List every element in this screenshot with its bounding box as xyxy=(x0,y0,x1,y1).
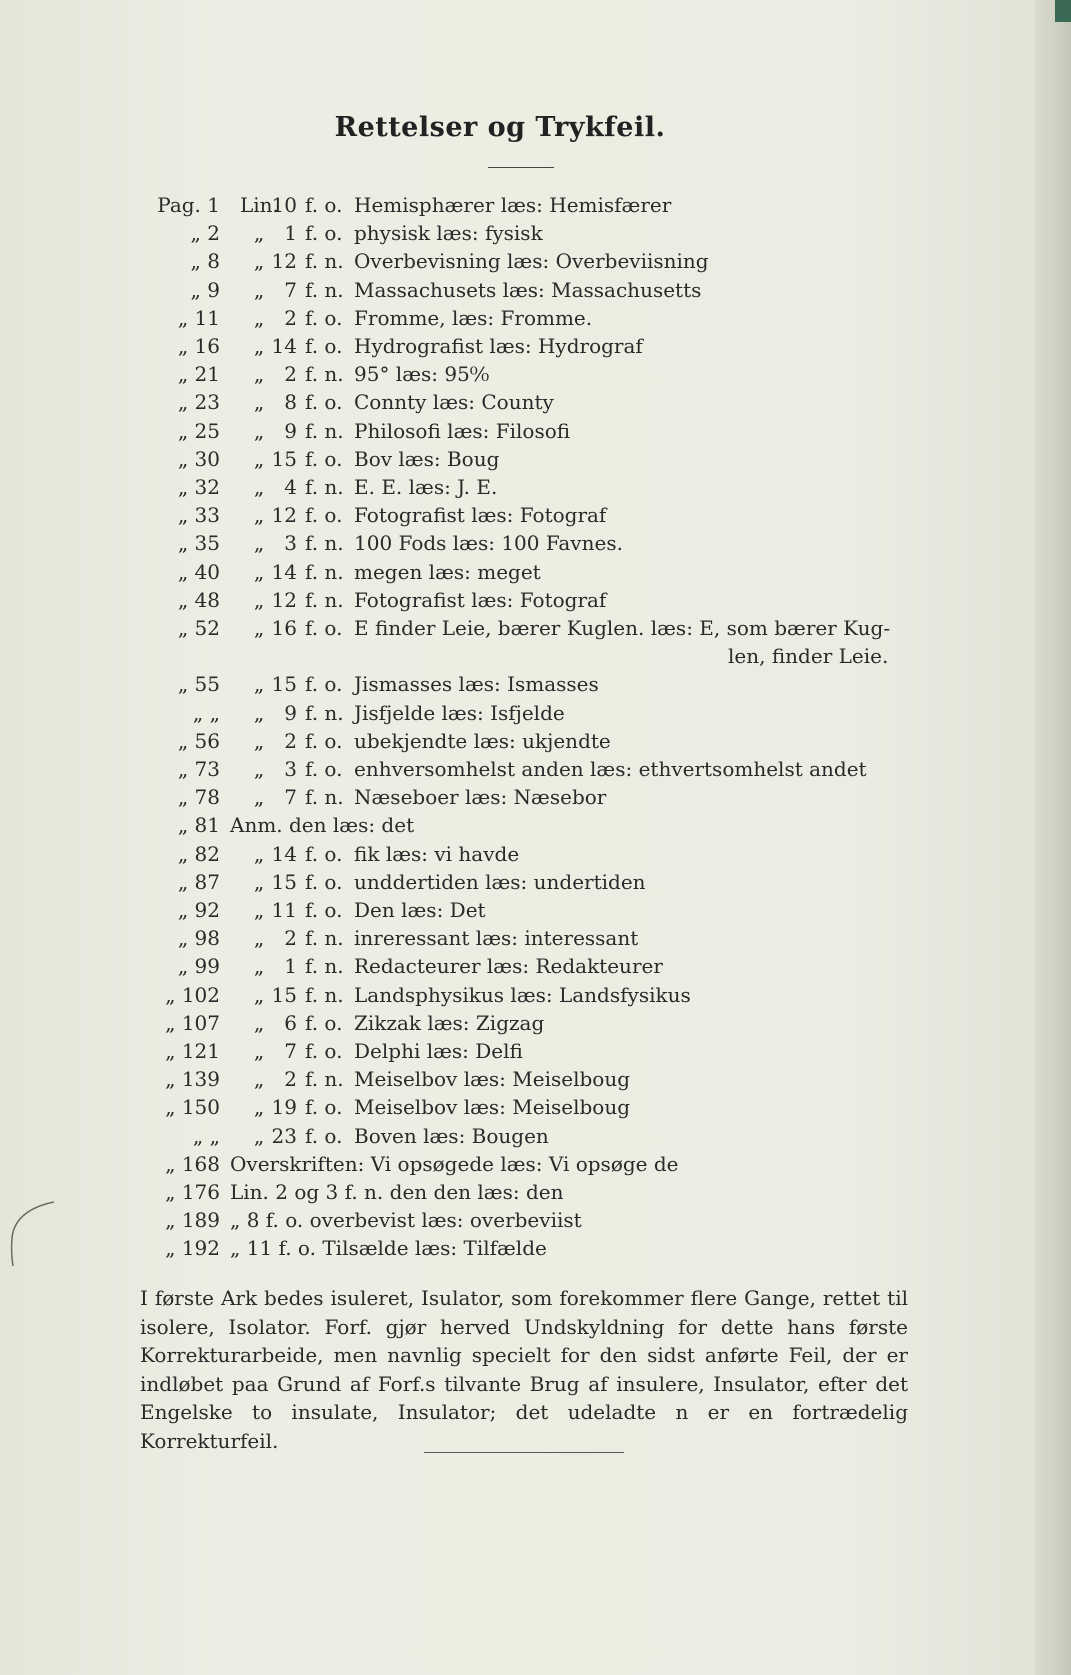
errata-row xyxy=(0,360,1000,388)
errata-text: Landsphysikus læs: Landsfysikus xyxy=(354,982,691,1007)
errata-line-number: 3 xyxy=(284,757,297,781)
page-title: Rettelser og Trykfeil. xyxy=(334,112,666,143)
errata-row xyxy=(0,642,1000,670)
errata-line-number: 23 xyxy=(271,1123,297,1148)
errata-text: Hemisphærer læs: Hemisfærer xyxy=(354,193,672,217)
errata-line-label: „ xyxy=(253,1010,265,1035)
errata-text: Redacteurer læs: Redakteurer xyxy=(354,954,663,979)
errata-line-reference: f. o. xyxy=(305,672,343,697)
errata-continuation: len, finder Leie. xyxy=(728,644,889,669)
errata-page: „ 78 xyxy=(177,785,220,810)
errata-text: Den læs: Det xyxy=(354,898,486,922)
errata-row xyxy=(0,388,1000,416)
errata-text: 95° læs: 95⁰⁄₀ xyxy=(354,362,490,387)
errata-line-label: „ xyxy=(253,700,265,725)
errata-page: „ 52 xyxy=(177,616,220,640)
errata-text: Fotografist læs: Fotograf xyxy=(354,587,607,612)
errata-page: „ 35 xyxy=(177,531,220,556)
errata-line-label: „ xyxy=(253,869,265,894)
errata-page: „ 99 xyxy=(177,954,220,979)
errata-row xyxy=(0,1206,1000,1234)
errata-line-label: „ xyxy=(253,362,265,387)
binding-corner xyxy=(1055,0,1071,22)
errata-line-number: 11 xyxy=(271,898,297,922)
errata-page: „ 87 xyxy=(177,869,220,894)
errata-page: Pag. 1 xyxy=(157,193,220,217)
errata-line-reference: f. o. xyxy=(305,757,343,781)
errata-line-number: 12 xyxy=(271,587,297,612)
errata-line-reference: f. n. xyxy=(305,418,344,443)
errata-text: megen læs: meget xyxy=(354,559,541,584)
errata-line-label: „ xyxy=(253,1039,265,1063)
errata-page: „ 121 xyxy=(165,1039,220,1063)
errata-text: Meiselbov læs: Meiselboug xyxy=(354,1067,630,1092)
title-divider xyxy=(488,167,554,168)
errata-text: „ 11 f. o. Tilsælde læs: Tilfælde xyxy=(230,1236,547,1261)
errata-line-label: „ xyxy=(253,982,265,1007)
errata-row xyxy=(0,840,1000,868)
errata-line-number: 15 xyxy=(271,446,297,471)
closing-divider xyxy=(424,1452,624,1453)
errata-line-reference: f. o. xyxy=(305,446,343,471)
errata-row xyxy=(0,811,1000,839)
errata-line-reference: f. o. xyxy=(305,193,343,217)
errata-line-reference: f. n. xyxy=(305,1067,344,1092)
errata-line-label: Lin. xyxy=(240,193,279,217)
errata-line-number: 7 xyxy=(284,785,297,810)
errata-line-label: „ xyxy=(253,446,265,471)
errata-page: „ 8 xyxy=(190,249,220,274)
errata-line-number: 12 xyxy=(271,503,297,528)
errata-page: „ 176 xyxy=(165,1180,220,1204)
errata-row xyxy=(0,276,1000,304)
errata-row xyxy=(0,783,1000,811)
page-edge-shadow xyxy=(1035,0,1071,1675)
errata-text: physisk læs: fysisk xyxy=(354,221,543,246)
errata-page: „ 48 xyxy=(177,587,220,612)
errata-line-reference: f. o. xyxy=(305,898,343,922)
errata-line-reference: f. o. xyxy=(305,503,343,528)
errata-page: „ 32 xyxy=(177,475,220,499)
errata-text: Jismasses læs: Ismasses xyxy=(354,672,599,697)
errata-page: „ „ xyxy=(192,1123,220,1148)
errata-page: „ 150 xyxy=(165,1095,220,1120)
errata-line-number: 16 xyxy=(271,616,297,640)
errata-text: unddertiden læs: undertiden xyxy=(354,869,646,894)
errata-line-label: „ xyxy=(253,785,265,810)
errata-line-number: 2 xyxy=(284,926,297,951)
errata-row xyxy=(0,1009,1000,1037)
errata-line-label: „ xyxy=(253,587,265,612)
errata-page: „ 98 xyxy=(177,926,220,951)
errata-line-reference: f. n. xyxy=(305,587,344,612)
errata-row xyxy=(0,755,1000,783)
errata-page: „ 11 xyxy=(177,305,220,330)
errata-row xyxy=(0,445,1000,473)
errata-text: enhversomhelst anden læs: ethvertsomhelst andet xyxy=(354,757,867,781)
errata-page: „ 168 xyxy=(165,1151,220,1176)
errata-line-number: 9 xyxy=(284,700,297,725)
errata-line-number: 6 xyxy=(284,1010,297,1035)
pencil-mark xyxy=(4,1198,60,1268)
errata-line-number: 7 xyxy=(284,1039,297,1063)
errata-page: „ 40 xyxy=(177,559,220,584)
errata-row xyxy=(0,981,1000,1009)
errata-line-number: 1 xyxy=(284,954,297,979)
errata-row xyxy=(0,952,1000,980)
errata-line-number: 14 xyxy=(271,559,297,584)
errata-line-label: „ xyxy=(253,559,265,584)
errata-text: inreressant læs: interessant xyxy=(354,926,639,951)
errata-text: 100 Fods læs: 100 Favnes. xyxy=(354,531,623,556)
errata-line-reference: f. o. xyxy=(305,1010,343,1035)
errata-row xyxy=(0,586,1000,614)
errata-row xyxy=(0,558,1000,586)
errata-page: „ 33 xyxy=(177,503,220,528)
errata-line-reference: f. n. xyxy=(305,531,344,556)
errata-line-reference: f. n. xyxy=(305,926,344,951)
errata-text: Philosofi læs: Filosofi xyxy=(354,418,571,443)
errata-line-label: „ xyxy=(253,616,265,640)
errata-line-reference: f. n. xyxy=(305,277,344,302)
errata-text: Massachusets læs: Massachusetts xyxy=(354,277,702,302)
errata-text: Jisfjelde læs: Isfjelde xyxy=(354,700,565,725)
errata-line-reference: f. n. xyxy=(305,954,344,979)
errata-text: Bov læs: Boug xyxy=(354,446,500,471)
errata-line-number: 15 xyxy=(271,869,297,894)
errata-line-label: „ xyxy=(253,728,265,753)
errata-line-label: „ xyxy=(253,757,265,781)
errata-line-reference: f. n. xyxy=(305,362,344,387)
errata-page: „ 82 xyxy=(177,841,220,866)
errata-text: Boven læs: Bougen xyxy=(354,1123,549,1148)
errata-page: „ 2 xyxy=(190,221,220,246)
errata-line-label: „ xyxy=(253,334,265,358)
errata-line-label: „ xyxy=(253,475,265,499)
errata-page: „ 73 xyxy=(177,757,220,781)
errata-line-reference: f. n. xyxy=(305,475,344,499)
errata-line-number: 1 xyxy=(284,221,297,246)
errata-text: Næseboer læs: Næsebor xyxy=(354,785,607,810)
errata-line-label: „ xyxy=(253,898,265,922)
errata-text: fik læs: vi havde xyxy=(354,841,520,866)
errata-row xyxy=(0,417,1000,445)
errata-row xyxy=(0,247,1000,275)
errata-line-number: 14 xyxy=(271,334,297,358)
errata-row xyxy=(0,1037,1000,1065)
errata-text: Zikzak læs: Zigzag xyxy=(354,1010,545,1035)
errata-page: „ 92 xyxy=(177,898,220,922)
errata-line-number: 2 xyxy=(284,1067,297,1092)
errata-line-number: 12 xyxy=(271,249,297,274)
errata-line-label: „ xyxy=(253,305,265,330)
closing-note: I første Ark bedes isuleret, Isulator, som forekommer flere Gange, rettet til isolere, Isolator. Forf. gjør herved Undskyldning for dette hans første Korrekturarbeide, men navnlig specielt for den sidst anførte Feil, der er indløbet paa Grund af Forf.s tilvante Brug af insulere, Insulator, efter det Engelske to insulate, Insulator; det udeladte n er en fortrædelig Korrekturfeil. xyxy=(140,1286,908,1453)
errata-line-reference: f. o. xyxy=(305,728,343,753)
errata-line-reference: f. o. xyxy=(305,1095,343,1120)
errata-page: „ 30 xyxy=(177,446,220,471)
errata-page: „ 192 xyxy=(165,1236,220,1261)
errata-text: Fromme, læs: Fromme. xyxy=(354,305,593,330)
errata-page: „ 16 xyxy=(177,334,220,358)
errata-row xyxy=(0,191,1000,219)
errata-line-reference: f. n. xyxy=(305,249,344,274)
errata-row xyxy=(0,304,1000,332)
errata-line-reference: f. o. xyxy=(305,334,343,358)
errata-line-reference: f. n. xyxy=(305,559,344,584)
errata-line-reference: f. o. xyxy=(305,841,343,866)
errata-page: „ 9 xyxy=(190,277,220,302)
errata-line-label: „ xyxy=(253,418,265,443)
errata-row xyxy=(0,1150,1000,1178)
errata-line-number: 10 xyxy=(271,193,297,217)
errata-line-number: 15 xyxy=(271,982,297,1007)
errata-page: „ 23 xyxy=(177,390,220,415)
errata-text: „ 8 f. o. overbevist læs: overbeviist xyxy=(230,1208,582,1233)
errata-line-label: „ xyxy=(253,1123,265,1148)
errata-text: Delphi læs: Delfi xyxy=(354,1039,523,1063)
errata-row xyxy=(0,1065,1000,1093)
errata-row xyxy=(0,699,1000,727)
errata-row xyxy=(0,332,1000,360)
errata-row xyxy=(0,1122,1000,1150)
errata-row xyxy=(0,727,1000,755)
errata-line-reference: f. o. xyxy=(305,390,343,415)
errata-line-label: „ xyxy=(253,249,265,274)
errata-page: „ 107 xyxy=(165,1010,220,1035)
errata-row xyxy=(0,501,1000,529)
errata-line-reference: f. n. xyxy=(305,982,344,1007)
errata-text: Anm. den læs: det xyxy=(230,813,415,838)
errata-line-reference: f. o. xyxy=(305,305,343,330)
errata-row xyxy=(0,473,1000,501)
errata-row xyxy=(0,1178,1000,1206)
errata-text: ubekjendte læs: ukjendte xyxy=(354,728,611,753)
errata-row xyxy=(0,896,1000,924)
errata-page: „ 81 xyxy=(177,813,220,838)
errata-line-label: „ xyxy=(253,221,265,246)
errata-row xyxy=(0,219,1000,247)
errata-line-label: „ xyxy=(253,531,265,556)
errata-line-label: „ xyxy=(253,954,265,979)
errata-text: Fotografist læs: Fotograf xyxy=(354,503,607,528)
errata-line-number: 7 xyxy=(284,277,297,302)
errata-page: „ 21 xyxy=(177,362,220,387)
errata-page: „ 139 xyxy=(165,1067,220,1092)
errata-line-label: „ xyxy=(253,1067,265,1092)
errata-line-reference: f. o. xyxy=(305,869,343,894)
errata-text: E finder Leie, bærer Kuglen. læs: E, som bærer Kug- xyxy=(354,616,891,640)
errata-line-label: „ xyxy=(253,277,265,302)
errata-line-label: „ xyxy=(253,841,265,866)
errata-row xyxy=(0,1093,1000,1121)
errata-page: „ 25 xyxy=(177,418,220,443)
errata-line-label: „ xyxy=(253,1095,265,1120)
errata-text: Overskriften: Vi opsøgede læs: Vi opsøge de xyxy=(230,1151,679,1176)
errata-line-number: 2 xyxy=(284,362,297,387)
errata-line-number: 3 xyxy=(284,531,297,556)
errata-page: „ 56 xyxy=(177,728,220,753)
errata-page: „ „ xyxy=(192,700,220,725)
errata-text: Meiselbov læs: Meiselboug xyxy=(354,1095,630,1120)
errata-text: E. E. læs: J. E. xyxy=(354,475,498,499)
errata-page: „ 102 xyxy=(165,982,220,1007)
errata-line-number: 19 xyxy=(271,1095,297,1120)
errata-line-number: 2 xyxy=(284,305,297,330)
errata-line-number: 14 xyxy=(271,841,297,866)
errata-line-label: „ xyxy=(253,926,265,951)
errata-row xyxy=(0,670,1000,698)
errata-text: Hydrografist læs: Hydrograf xyxy=(354,334,643,358)
errata-line-reference: f. o. xyxy=(305,1123,343,1148)
errata-line-reference: f. o. xyxy=(305,1039,343,1063)
errata-line-reference: f. o. xyxy=(305,616,343,640)
errata-page: „ 189 xyxy=(165,1208,220,1233)
errata-line-reference: f. n. xyxy=(305,785,344,810)
errata-line-number: 4 xyxy=(284,475,297,499)
errata-line-number: 15 xyxy=(271,672,297,697)
errata-row xyxy=(0,868,1000,896)
errata-row xyxy=(0,1234,1000,1262)
errata-line-label: „ xyxy=(253,503,265,528)
errata-line-reference: f. o. xyxy=(305,221,343,246)
errata-text: Connty læs: County xyxy=(354,390,554,415)
errata-text: Overbevisning læs: Overbeviisning xyxy=(354,249,709,274)
errata-page: „ 55 xyxy=(177,672,220,697)
errata-line-reference: f. n. xyxy=(305,700,344,725)
errata-text: Lin. 2 og 3 f. n. den den læs: den xyxy=(230,1180,564,1204)
errata-line-label: „ xyxy=(253,390,265,415)
errata-row xyxy=(0,614,1000,642)
errata-line-number: 8 xyxy=(284,390,297,415)
errata-line-number: 2 xyxy=(284,728,297,753)
errata-line-label: „ xyxy=(253,672,265,697)
errata-row xyxy=(0,529,1000,557)
errata-line-number: 9 xyxy=(284,418,297,443)
errata-row xyxy=(0,924,1000,952)
